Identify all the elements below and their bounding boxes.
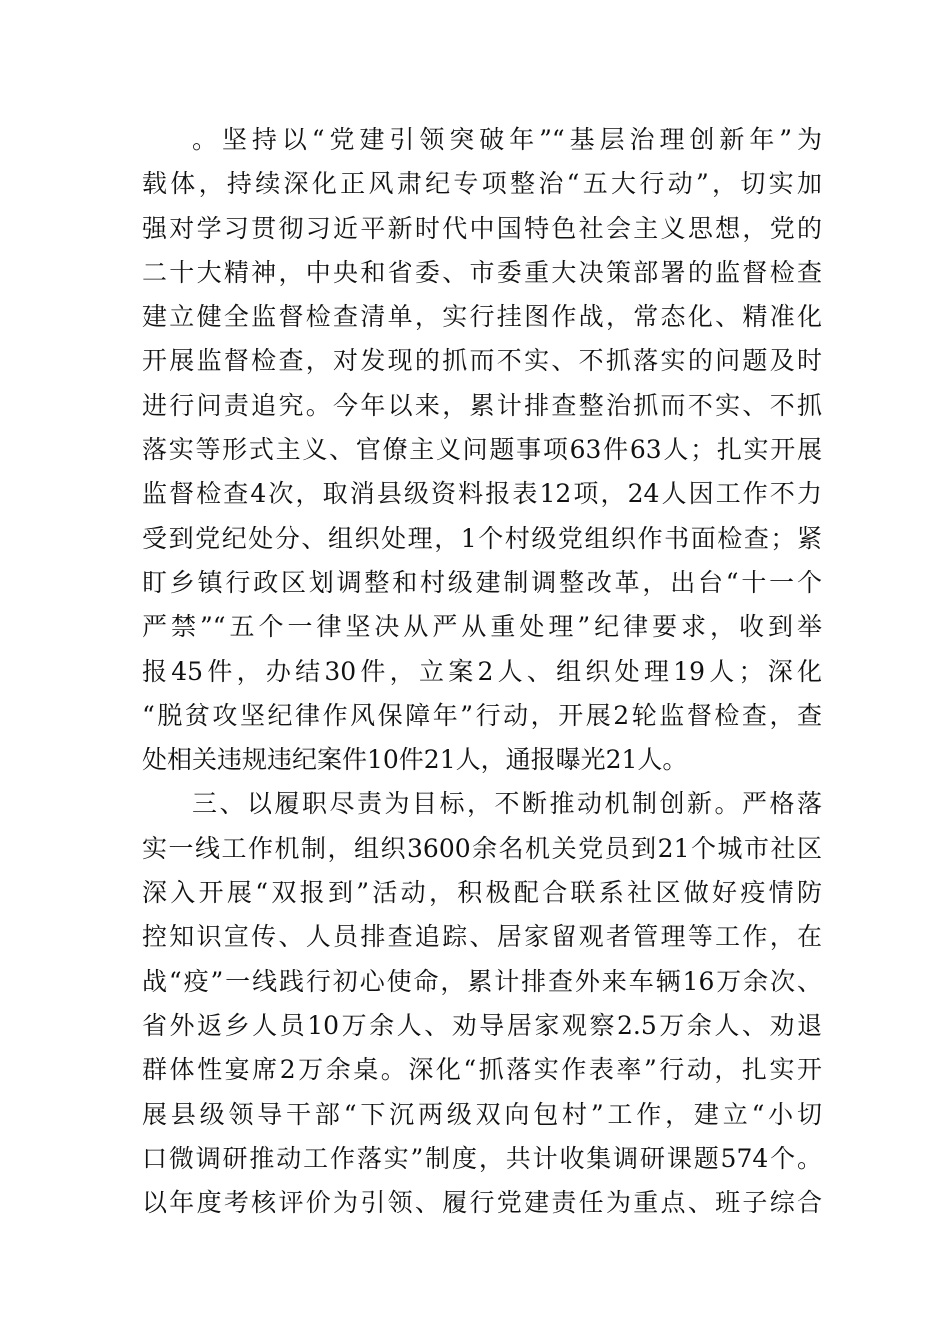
text-line: 以年度考核评价为引领、履行党建责任为重点、班子综合 <box>142 1188 822 1218</box>
text-line: 战“疫”一线践行初心使命，累计排查外来车辆16万余次、 <box>142 966 822 996</box>
section-heading-line: 三、以履职尽责为目标，不断推动机制创新。严格落 <box>192 789 822 819</box>
paragraph-2 <box>142 782 822 1225</box>
paragraph-1 <box>142 118 822 782</box>
text-line: 盯乡镇行政区划调整和村级建制调整改革，出台“十一个 <box>142 567 822 597</box>
text-line: 报45件，办结30件，立案2人、组织处理19人；深化 <box>142 656 822 686</box>
text-line: 群体性宴席2万余桌。深化“抓落实作表率”行动，扎实开 <box>142 1055 822 1085</box>
text-line: 受到党纪处分、组织处理，1个村级党组织作书面检查；紧 <box>142 523 822 553</box>
text-line: 深入开展“双报到”活动，积极配合联系社区做好疫情防 <box>142 878 822 908</box>
text-line: 展县级领导干部“下沉两级双向包村”工作，建立“小切 <box>142 1099 822 1129</box>
text-line: 。坚持以“党建引领突破年”“基层治理创新年”为 <box>192 125 822 154</box>
text-line: 建立健全监督检查清单，实行挂图作战，常态化、精准化 <box>142 302 822 332</box>
text-line: 监督检查4次，取消县级资料报表12项，24人因工作不力 <box>142 479 822 509</box>
text-line: 省外返乡人员10万余人、劝导居家观察2.5万余人、劝退 <box>142 1010 822 1040</box>
text-line: 落实等形式主义、官僚主义问题事项63件63人；扎实开展 <box>142 435 822 465</box>
text-line: 强对学习贯彻习近平新时代中国特色社会主义思想，党的 <box>142 213 822 243</box>
text-line: 实一线工作机制，组织3600余名机关党员到21个城市社区 <box>142 833 822 863</box>
text-line: 二十大精神，中央和省委、市委重大决策部署的监督检查 <box>142 257 822 287</box>
body-text <box>142 118 822 1225</box>
text-line: 控知识宣传、人员排查追踪、居家留观者管理等工作，在 <box>142 922 822 952</box>
text-line: 进行问责追究。今年以来，累计排查整治抓而不实、不抓 <box>142 390 822 420</box>
text-line: 严禁”“五个一律坚决从严从重处理”纪律要求，收到举 <box>142 612 822 642</box>
text-line: 处相关违规违纪案件10件21人，通报曝光21人。 <box>142 745 688 775</box>
text-line: 口微调研推动工作落实”制度，共计收集调研课题574个。 <box>142 1143 822 1173</box>
text-line: 载体，持续深化正风肃纪专项整治“五大行动”，切实加 <box>142 169 822 199</box>
text-line: “脱贫攻坚纪律作风保障年”行动，开展2轮监督检查，查 <box>142 700 822 730</box>
text-line: 开展监督检查，对发现的抓而不实、不抓落实的问题及时 <box>142 346 822 376</box>
